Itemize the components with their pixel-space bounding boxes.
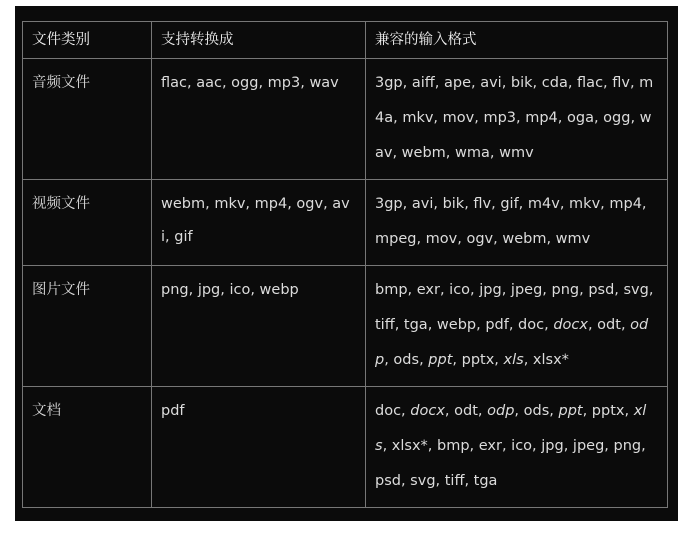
convert-to-cell: png, jpg, ico, webp bbox=[152, 266, 366, 387]
format-text: , pptx, bbox=[452, 352, 504, 368]
convert-to-cell: webm, mkv, mp4, ogv, avi, gif bbox=[152, 180, 366, 266]
format-text: , xlsx* bbox=[523, 352, 569, 368]
table-row bbox=[23, 266, 668, 387]
table-row bbox=[23, 59, 668, 180]
header-input-formats: 兼容的输入格式 bbox=[366, 22, 668, 59]
format-text: 3gp, aiff, ape, avi, bik, cda, flac, flv, m4a, mkv, mov, mp3, mp4, oga, ogg, wav, webm, wma, wmv bbox=[375, 75, 654, 161]
header-category: 文件类别 bbox=[23, 22, 152, 59]
category-cell: 图片文件 bbox=[23, 266, 152, 387]
format-text: doc, bbox=[375, 403, 411, 419]
format-text-italic: xls bbox=[503, 352, 524, 368]
format-text: , ods, bbox=[384, 352, 429, 368]
category-cell: 音频文件 bbox=[23, 59, 152, 180]
input-formats-cell bbox=[366, 180, 668, 266]
format-text: , pptx, bbox=[582, 403, 634, 419]
category-cell: 视频文件 bbox=[23, 180, 152, 266]
format-text-italic: xls bbox=[375, 403, 647, 454]
format-text-italic: odp bbox=[487, 403, 515, 419]
table-container bbox=[15, 6, 678, 521]
table-row bbox=[23, 387, 668, 508]
category-cell: 文档 bbox=[23, 387, 152, 508]
format-text-italic: odp bbox=[375, 317, 649, 368]
convert-to-cell: pdf bbox=[152, 387, 366, 508]
format-text: bmp, exr, ico, jpg, jpeg, png, psd, svg, tiff, tga, webp, pdf, doc, bbox=[375, 282, 654, 333]
format-text: , odt, bbox=[444, 403, 488, 419]
format-text: , odt, bbox=[587, 317, 631, 333]
convert-to-cell: flac, aac, ogg, mp3, wav bbox=[152, 59, 366, 180]
format-text-italic: ppt bbox=[558, 403, 583, 419]
format-text-italic: docx bbox=[410, 403, 445, 419]
format-text: , xlsx*, bmp, exr, ico, jpg, jpeg, png, psd, svg, tiff, tga bbox=[375, 438, 646, 489]
table-header-row bbox=[23, 22, 668, 59]
format-table bbox=[22, 21, 668, 508]
format-text-italic: docx bbox=[553, 317, 588, 333]
input-formats-cell bbox=[366, 387, 668, 508]
input-formats-cell bbox=[366, 266, 668, 387]
input-formats-cell bbox=[366, 59, 668, 180]
format-text: 3gp, avi, bik, flv, gif, m4v, mkv, mp4, mpeg, mov, ogv, webm, wmv bbox=[375, 196, 647, 247]
format-text: , ods, bbox=[514, 403, 559, 419]
table-row bbox=[23, 180, 668, 266]
header-convert-to: 支持转换成 bbox=[152, 22, 366, 59]
format-text-italic: ppt bbox=[428, 352, 453, 368]
